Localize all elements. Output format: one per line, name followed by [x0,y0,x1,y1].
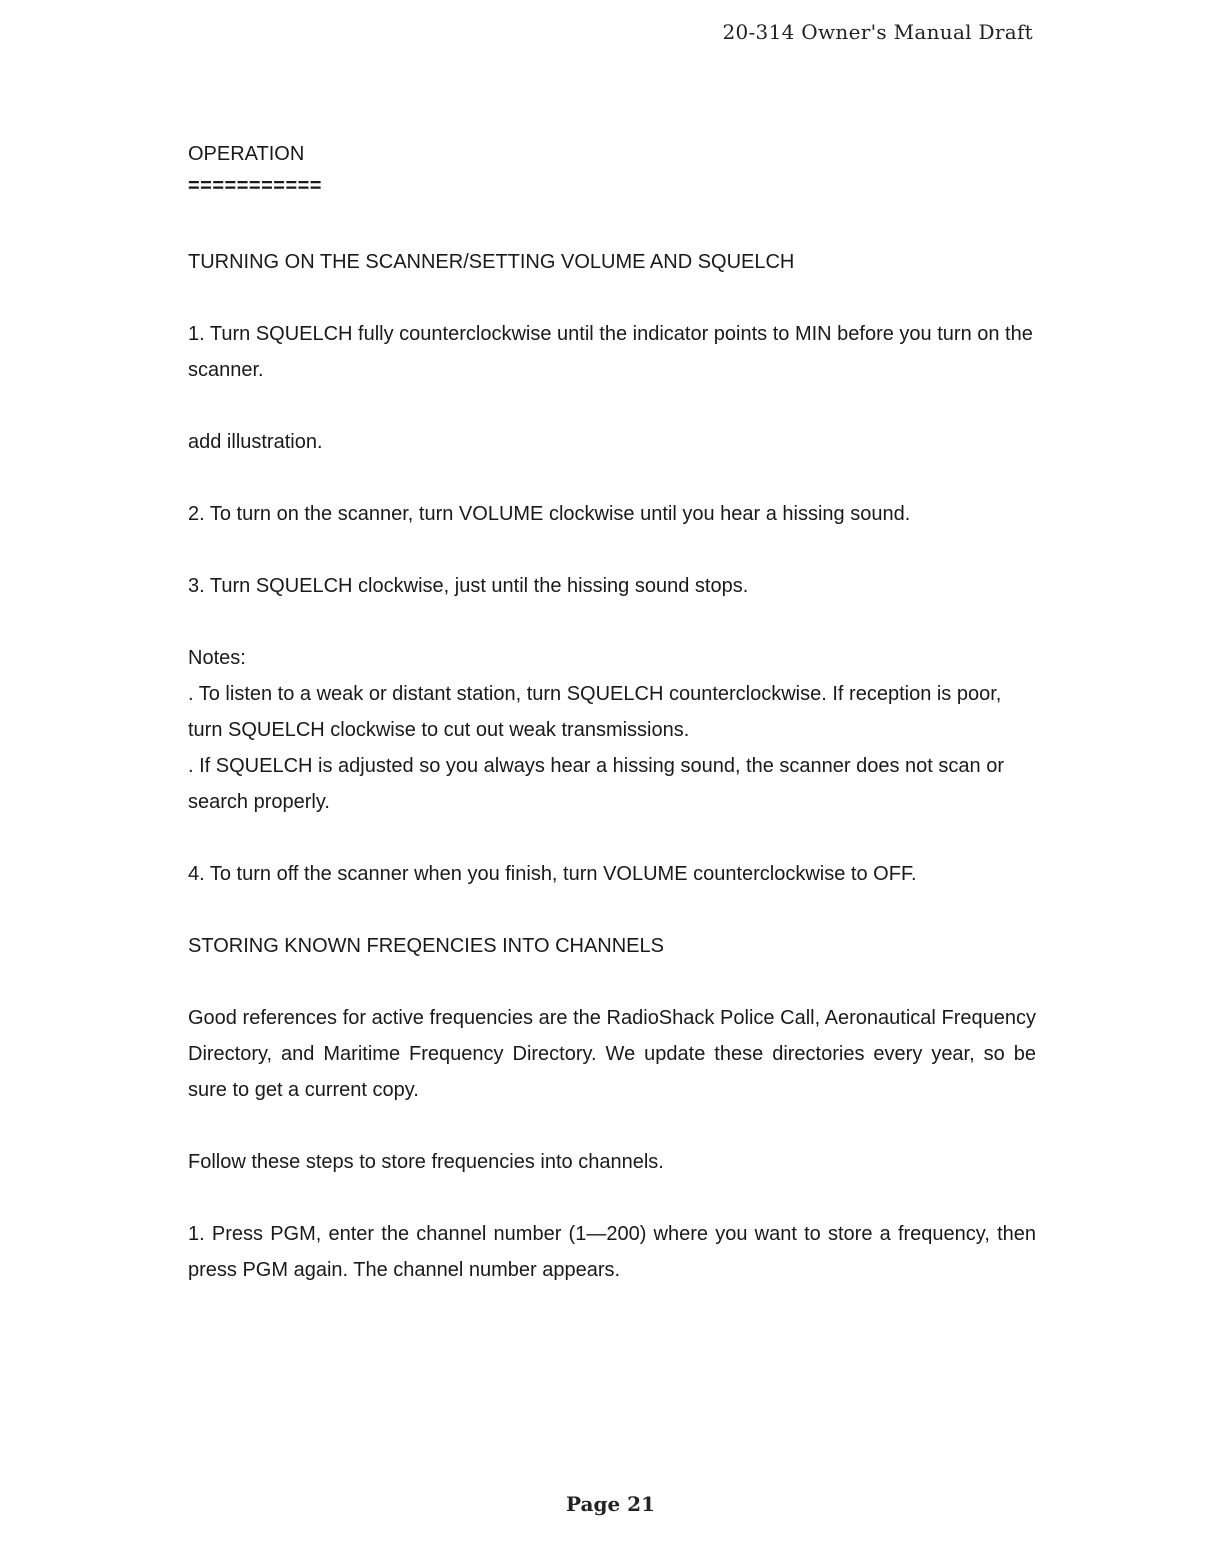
section-title-underline: =========== [188,175,322,197]
references-paragraph: Good references for active frequencies are the RadioShack Police Call, Aeronautical Frequency Directory, and Maritime Frequency Directory. We update these directories every year, so be sure to get a current copy. [188,1007,1036,1101]
follow-steps-line: Follow these steps to store frequencies into channels. [188,1151,664,1173]
step-3-squelch: 3. Turn SQUELCH clockwise, just until the hissing sound stops. [188,575,749,597]
section-title: OPERATION [188,143,305,165]
page-header: 20-314 Owner's Manual Draft [722,20,1033,44]
step-1-squelch: 1. Turn SQUELCH fully counterclockwise until the indicator points to MIN before you turn on the scanner. [188,323,1033,381]
subsection-heading-volume-squelch: TURNING ON THE SCANNER/SETTING VOLUME AND SQUELCH [188,251,795,273]
illustration-note: add illustration. [188,431,323,453]
step-2-volume: 2. To turn on the scanner, turn VOLUME clockwise until you hear a hissing sound. [188,503,911,525]
note-1: . To listen to a weak or distant station, turn SQUELCH counterclockwise. If reception is poor, turn SQUELCH clockwise to cut out weak transmissions. [188,683,1002,741]
page-body [188,136,1036,1288]
page-number: Page 21 [566,1492,655,1516]
step-4-off: 4. To turn off the scanner when you finish, turn VOLUME counterclockwise to OFF. [188,863,917,885]
subsection-heading-storing: STORING KNOWN FREQENCIES INTO CHANNELS [188,935,664,957]
notes-label: Notes: [188,647,246,669]
note-2: . If SQUELCH is adjusted so you always hear a hissing sound, the scanner does not scan or search properly. [188,755,1004,813]
store-step-1: 1. Press PGM, enter the channel number (1—200) where you want to store a frequency, then press PGM again. The channel number appears. [188,1223,1036,1281]
